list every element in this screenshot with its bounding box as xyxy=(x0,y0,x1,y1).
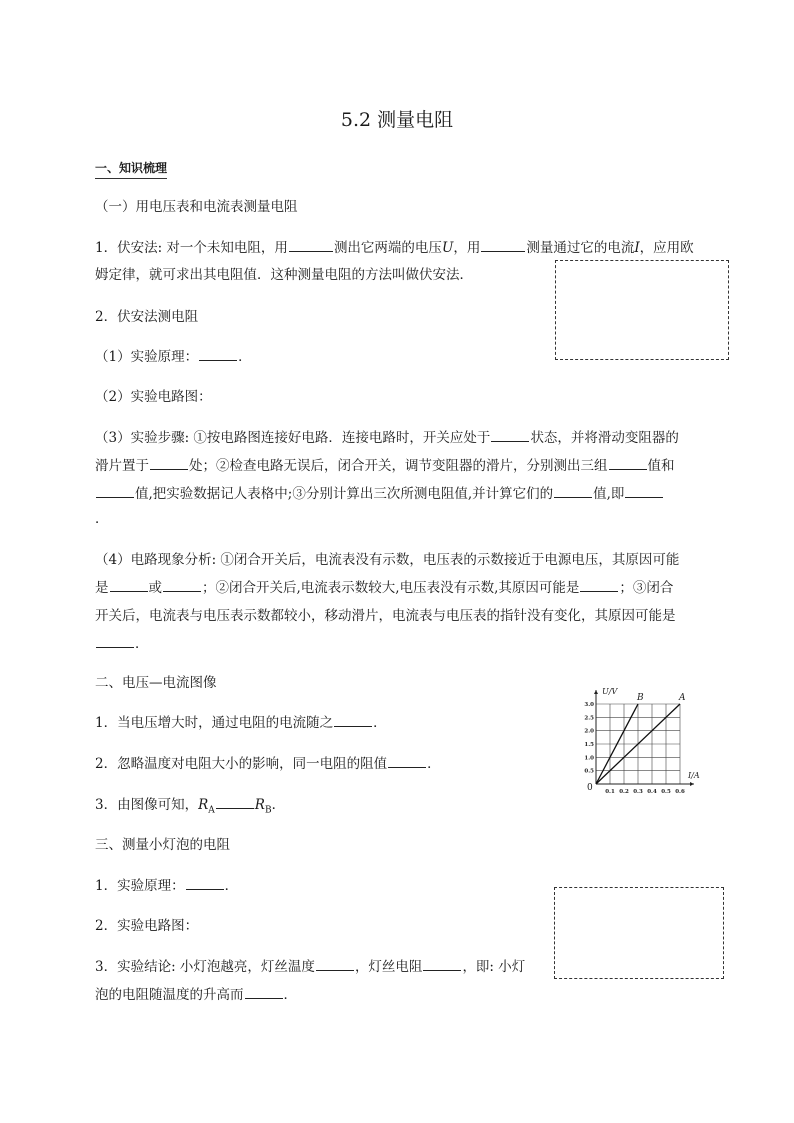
item-steps-cont2: 值,把实验数据记人表格中;③分别计算出三次所测电阻值,并计算它们的 值,即 xyxy=(95,482,664,502)
circuit-diagram-box xyxy=(555,260,729,360)
item-steps-cont1: 滑片置于 处；②检查电路无误后，闭合开关，调节变阻器的滑片，分别测出三组 值和 xyxy=(95,458,675,474)
item-steps-end: ． xyxy=(95,511,109,527)
x-axis-label: I/A xyxy=(688,771,700,780)
answer-blank[interactable] xyxy=(150,468,188,470)
series-label-A: A xyxy=(679,693,686,703)
answer-blank[interactable] xyxy=(96,496,134,498)
answer-blank[interactable] xyxy=(199,359,237,361)
answer-blank[interactable] xyxy=(481,250,525,252)
answer-blank[interactable] xyxy=(216,807,254,809)
y-tick-label: 0.5 xyxy=(584,768,594,775)
answer-blank[interactable] xyxy=(625,496,663,498)
item-lamp-circuit: 2．实验电路图： xyxy=(95,918,199,934)
item-lamp-conclusion-cont: 泡的电阻随温度的升高而 ． xyxy=(95,987,297,1003)
item-analysis-end: ． xyxy=(95,632,149,652)
section-heading-knowledge: 一、知识梳理 xyxy=(95,161,168,175)
item-principle: （1）实验原理： ． xyxy=(95,349,252,365)
x-axis-arrow xyxy=(690,782,694,786)
page-title: 5.2 测量电阻 xyxy=(340,109,454,131)
y-tick-label: 2.0 xyxy=(584,728,594,735)
graph-series xyxy=(596,693,686,784)
item-lamp-conclusion: 3．实验结论: 小灯泡越亮，灯丝温度 ，灯丝电阻 ，即: 小灯 xyxy=(95,959,526,975)
x-tick-label: 0.4 xyxy=(647,789,657,795)
item-current-increase: 1．当电压增大时，通过电阻的电流随之 ． xyxy=(95,715,387,731)
subsection-heading: （一）用电压表和电流表测量电阻 xyxy=(95,199,298,215)
item-lamp-principle: 1．实验原理： ． xyxy=(95,878,239,894)
y-axis-arrow xyxy=(594,690,598,694)
answer-blank[interactable] xyxy=(580,590,618,592)
x-tick-label: 0.5 xyxy=(661,789,671,795)
lamp-circuit-diagram-box xyxy=(554,887,724,979)
answer-blank[interactable] xyxy=(96,646,134,648)
answer-blank[interactable] xyxy=(554,496,592,498)
item-analysis-cont2: 开关后，电流表与电压表示数都较小，移动滑片，电流表与电压表的指针没有变化，其原因可能是 xyxy=(95,608,676,624)
answer-blank[interactable] xyxy=(388,766,426,768)
item-analysis: （4）电路现象分析: ①闭合开关后，电流表没有示数，电压表的示数接近于电源电压，其原因可能 xyxy=(95,552,680,568)
answer-blank[interactable] xyxy=(316,969,354,971)
item-analysis-cont1: 是 或 ；②闭合开关后,电流表示数较大,电压表没有示数,其原因可能是 ；③闭合 xyxy=(95,580,674,596)
answer-blank[interactable] xyxy=(491,440,529,442)
y-tick-label: 2.5 xyxy=(584,715,594,722)
x-tick-label: 0.2 xyxy=(619,789,629,795)
answer-blank[interactable] xyxy=(609,468,647,470)
item-steps: （3）实验步骤: ①按电路图连接好电路．连接电路时，开关应处于 状态，并将滑动变阻器的 xyxy=(95,430,679,446)
item-resistance-constant: 2．忽略温度对电阻大小的影响，同一电阻的阻值 ． xyxy=(95,756,441,772)
item-voltammetry-method: 2．伏安法测电阻 xyxy=(95,309,199,325)
paragraph-voltammetry-cont: 姆定律，就可求出其电阻值．这种测量电阻的方法叫做伏安法． xyxy=(95,267,473,283)
x-tick-label: 0.1 xyxy=(605,789,615,795)
answer-blank[interactable] xyxy=(334,725,372,727)
answer-blank[interactable] xyxy=(289,250,333,252)
section-heading-lamp: 三、测量小灯泡的电阻 xyxy=(95,837,230,853)
x-tick-label: 0.3 xyxy=(633,789,643,795)
y-tick-label: 1.5 xyxy=(584,742,594,748)
item-circuit: （2）实验电路图： xyxy=(95,389,212,405)
paragraph-voltammetry: 1．伏安法: 对一个未知电阻，用 测出它两端的电压U，用 测量通过它的电流I，应用欧 xyxy=(95,240,694,256)
item-compare-resistance: 3．由图像可知，$R_A$ $R_B$． xyxy=(95,797,286,816)
answer-blank[interactable] xyxy=(245,997,283,999)
answer-blank[interactable] xyxy=(110,590,148,592)
series-label-B: B xyxy=(637,693,644,703)
y-axis-label: U/V xyxy=(602,687,618,696)
answer-blank[interactable] xyxy=(186,888,224,890)
answer-blank[interactable] xyxy=(163,590,201,592)
u-i-graph xyxy=(578,686,710,798)
y-tick-label: 3.0 xyxy=(584,702,594,708)
answer-blank[interactable] xyxy=(423,969,461,971)
x-tick-label: 0.6 xyxy=(675,789,685,795)
y-tick-label: 1.0 xyxy=(584,755,594,762)
origin-label: 0 xyxy=(587,783,593,793)
section-heading-ui-graph: 二、电压—电流图像 xyxy=(95,675,217,691)
